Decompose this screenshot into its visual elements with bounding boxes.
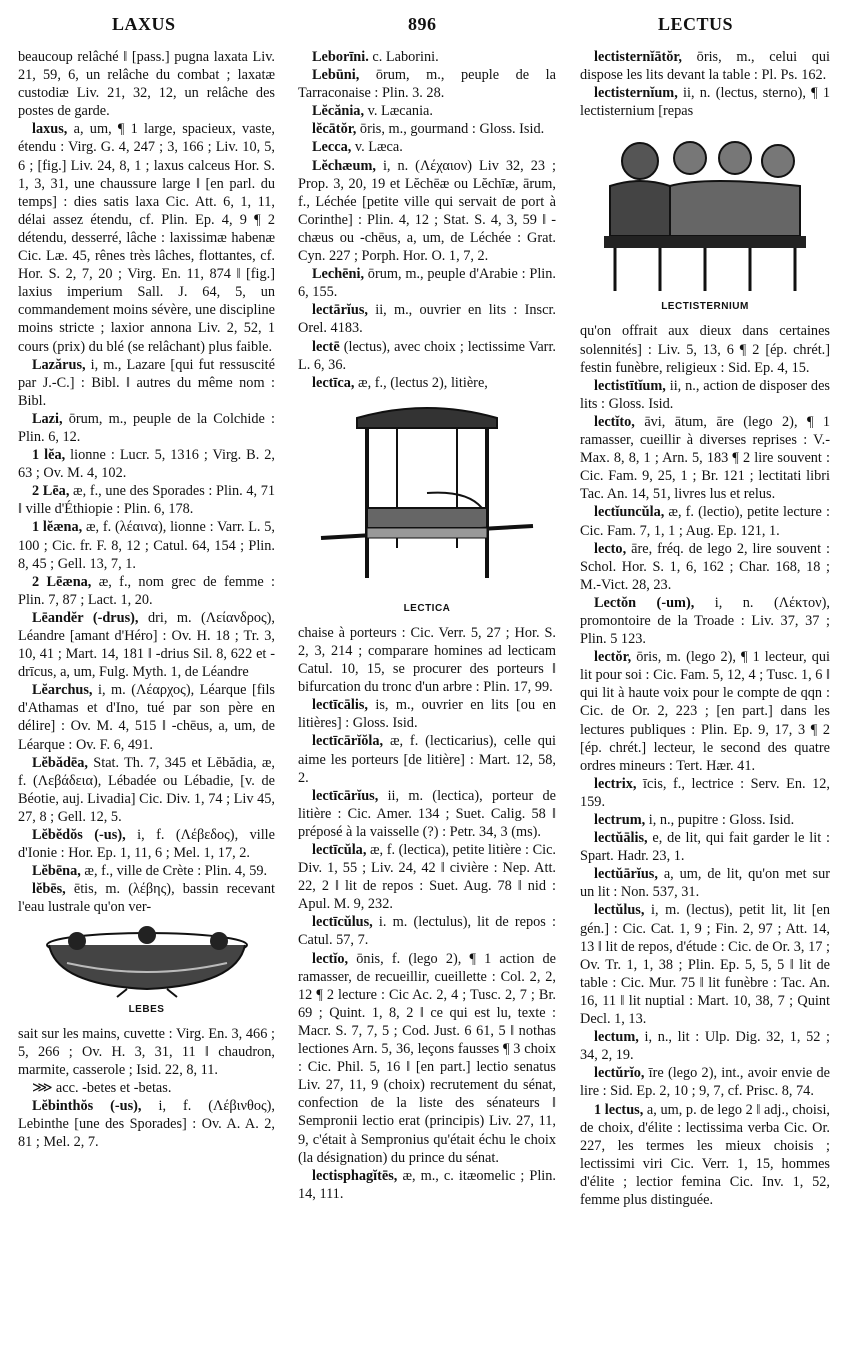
- entry-headword: 2 Lēæna,: [32, 573, 92, 590]
- entry-text: æ, f., une des Sporades : Plin. 4, 71 ‖ ville d'Éthiopie : Plin. 6, 178.: [18, 483, 275, 518]
- dictionary-entry: [580, 811, 830, 829]
- dictionary-entry: [18, 120, 275, 355]
- dictionary-entry: [298, 913, 556, 949]
- entry-headword: lĕcātŏr,: [312, 121, 357, 138]
- dictionary-entry: [18, 446, 275, 482]
- entry-headword: lectŭrĭo,: [594, 1065, 645, 1082]
- entry-text: ētis, m. (λέβης), bassin recevant l'eau lustrale qu'on ver-: [18, 881, 275, 916]
- entry-text: a, um, de lit, qu'on met sur un lit : Non. 537, 31.: [580, 866, 830, 901]
- entry-text: Stat. Th. 7, 345 et Lĕbădia, æ, f. (Λεβάδεια), Lébadée ou Lébadie, [v. de Béotie, auj. Livadia] Cic. Div. 1, 74 ; Liv 45, 27, 8 ; Gell. 12, 5.: [18, 754, 275, 825]
- dictionary-entry: [18, 482, 275, 518]
- caption-lectisternium: LECTISTERNIUM: [661, 301, 749, 313]
- dictionary-entry: [18, 880, 275, 916]
- entry-text: ii, n. (lectus, sterno), ¶ 1 lectisternium [repas: [580, 85, 830, 120]
- dictionary-entry: [18, 1025, 275, 1079]
- dictionary-entry: [18, 356, 275, 410]
- entry-headword: lĕbēs,: [32, 881, 66, 898]
- entry-text: i, n., pupitre : Gloss. Isid.: [645, 812, 795, 828]
- entry-headword: Lēandĕr (-drus),: [32, 609, 139, 626]
- entry-headword: Lazărus,: [32, 356, 86, 373]
- figure-lebes: [18, 923, 275, 1019]
- caption-lectica: LECTICA: [403, 602, 451, 614]
- entry-headword: lectīcŭla,: [312, 842, 367, 858]
- entry-text: lionne : Lucr. 5, 1316 ; Virg. B. 2, 63 ; Ov. M. 4, 102.: [18, 447, 275, 482]
- entry-headword: laxus,: [32, 121, 68, 138]
- entry-headword: lectĭo,: [312, 950, 349, 967]
- entry-text: i, m., Lazare [qui fut ressuscité par J.-C.] : Bibl. ‖ autres du même nom : Bibl.: [18, 356, 275, 409]
- entry-headword: lectum,: [594, 1029, 639, 1046]
- column-1-entries-top: [18, 48, 275, 917]
- entry-text: ōris, m., gourmand : Gloss. Isid.: [356, 121, 545, 138]
- entry-text: ii, n., action de disposer des lits : Gloss. Isid.: [580, 377, 830, 412]
- header-right-word: LECTUS: [658, 14, 734, 34]
- column-2: [298, 48, 556, 1348]
- entry-headword: Lectŏn (-um),: [594, 594, 695, 611]
- dictionary-entry: [298, 48, 556, 66]
- entry-text: āre, fréq. de lego 2, lire souvent : Schol. Hor. S. 1, 6, 162 ; Char. 168, 18 ; M.-Vict. 28, 23.: [580, 540, 830, 593]
- entry-text: a, um, p. de lego 2 ‖ adj., choisi, de choix, d'élite : lectissima verba Cic. Or. 227, les termes les mieux choisis ; lectissimi viri Cic. Verr. 1, 15, hommes d'élite ; lectior femina Cic. Inv. 1, 52, femme plus distinguée.: [580, 1101, 830, 1208]
- entry-headword: lectĭuncŭla,: [594, 504, 665, 521]
- dictionary-entry: [580, 1064, 830, 1100]
- page-number: 896: [408, 14, 437, 34]
- entry-headword: Lechēni,: [312, 266, 365, 283]
- entry-headword: lectīcārĭus,: [312, 787, 379, 804]
- dictionary-entry: [18, 573, 275, 609]
- entry-text: sait sur les mains, cuvette : Virg. En. 3, 466 ; 5, 266 ; Ov. H. 3, 31, 11 ‖ chaudron, marmite, casserole ; Isid. 22, 8, 11.: [18, 1025, 275, 1078]
- entry-text: īcis, f., lectrice : Serv. En. 12, 159.: [580, 775, 830, 810]
- entry-text: ōris, m. (lego 2), ¶ 1 lecteur, qui lit pour soi : Cic. Fam. 5, 12, 4 ; Tusc. 1, 6 ‖ qui lit à haute voix pour le compte de qqn : Cic. de Or. 2, 223 ; [en part.] dans les lectures publiques : Plin. Ep. 9, 17, 3 ¶ 2 [ép. chrét.] lecteur, le second des quatre ordres mineurs : Tert. Hær. 41.: [580, 649, 830, 774]
- entry-text: e, de lit, qui fait garder le lit : Spart. Hadr. 23, 1.: [580, 830, 830, 865]
- entry-text: i. m. (lectulus), lit de repos : Catul. 57, 7.: [298, 914, 556, 949]
- entry-headword: Lecca,: [312, 139, 352, 156]
- entry-text: ōrum, m., peuple d'Arabie : Plin. 6, 155.: [298, 266, 556, 301]
- dictionary-entry: [18, 518, 275, 572]
- dictionary-entry: [580, 865, 830, 901]
- entry-text: qu'on offrait aux dieux dans certaines solennités] : Liv. 5, 13, 6 ¶ 2 [ép. chrét.] festin funèbre, religieux : Sid. Ep. 4, 15.: [580, 323, 830, 376]
- entry-text: (lectus), avec choix ; lectissime Varr. L. 6, 36.: [298, 338, 556, 373]
- dictionary-entry: [298, 374, 556, 392]
- column-1-entries-bottom: [18, 1025, 275, 1152]
- entry-headword: Lĕbinthŏs (-us),: [32, 1097, 142, 1114]
- entry-text: ōrum, m., peuple de la Tarraconaise : Plin. 3. 28.: [298, 67, 556, 102]
- page-header: [0, 14, 846, 40]
- entry-headword: lectisternĭātŏr,: [594, 49, 683, 65]
- dictionary-entry: [298, 841, 556, 913]
- entry-text: æ, f., nom grec de femme : Plin. 7, 87 ; Lact. 1, 20.: [18, 573, 275, 608]
- dictionary-entry: [298, 338, 556, 374]
- column-1: [18, 48, 275, 1348]
- dictionary-entry: [580, 901, 830, 1028]
- entry-headword: lectisphagĭtēs,: [312, 1167, 398, 1184]
- entry-headword: Lĕarchus,: [32, 682, 93, 699]
- dictionary-entry: [580, 829, 830, 865]
- entry-headword: lectrix,: [594, 775, 637, 792]
- entry-text: æ, f. (λέαινα), lionne : Varr. L. 5, 100 ; Cic. fr. F. 8, 12 ; Catul. 64, 154 ; Plin. 8, 45 ; Gell. 13, 7, 1.: [18, 519, 275, 572]
- column-3: [580, 48, 830, 1348]
- entry-headword: lectē: [312, 338, 340, 355]
- entry-text: i, f. (Λέβινθος), Lebinthe [une des Sporades] : Ov. A. A. 2, 81 ; Mel. 2, 7.: [18, 1097, 275, 1151]
- dictionary-entry: [580, 648, 830, 775]
- entry-text: ōris, m., celui qui dispose les lits devant la table : Pl. Ps. 162.: [580, 49, 830, 84]
- entry-headword: lectrum,: [594, 812, 646, 828]
- dictionary-entry: [18, 1097, 275, 1151]
- dictionary-entry: [580, 84, 830, 120]
- dictionary-entry: [298, 66, 556, 102]
- entry-headword: lectĭto,: [594, 413, 635, 430]
- dictionary-entry: [580, 540, 830, 594]
- dictionary-entry: [580, 1028, 830, 1064]
- entry-headword: Lĕbēna,: [32, 863, 81, 880]
- dictionary-entry: [18, 826, 275, 862]
- entry-text: æ, m., c. itæomelic ; Plin. 14, 111.: [298, 1167, 556, 1202]
- entry-headword: lectīcārĭŏla,: [312, 733, 384, 750]
- entry-text: āvi, ātum, āre (lego 2), ¶ 1 ramasser, cueillir à diverses reprises : V.-Max. 8, 8, 1 ; Arn. 5, 183 ¶ 2 lire souvent : Cic. Fam. 9, 25, 1 ; Br. 121 ; lectitati libri Tac. An. 14, 51, livres lus et relus.: [580, 413, 830, 503]
- dictionary-entry: [18, 862, 275, 880]
- entry-text: i, m. (lectus), petit lit, lit [en gén.] : Cic. Cat. 1, 9 ; Fin. 2, 97 ; Att. 14, 13 ‖ lit de repos, d'étude : Cic. de Or. 3, 17 ; Ov. Tr. 1, 1, 38 ; Plin. Ep. 5, 5, 5 ‖ lit de table : Cic. Mur. 75 ‖ lit funèbre : Tac. An. 16, 11 ‖ lit nuptial : Mart. 10, 38, 7 ; Quint Decl. 1, 13.: [580, 902, 830, 1028]
- entry-text: i, n., lit : Ulp. Dig. 32, 1, 52 ; 34, 2, 19.: [580, 1029, 830, 1064]
- dictionary-entry: [580, 503, 830, 539]
- entry-headword: lectīcŭlus,: [312, 914, 373, 931]
- column-2-entries-bottom: [298, 624, 556, 1203]
- dictionary-entry: [580, 322, 830, 376]
- entry-text: beaucoup relâché ‖ [pass.] pugna laxata Liv. 21, 59, 6, un relâche du combat ; laxatæ custodiæ Liv. 21, 32, 12, un relâche des postes de garde.: [18, 49, 275, 120]
- entry-text: æ, f. (lectica), petite litière : Cic. Div. 1, 55 ; Liv. 24, 42 ‖ civière : Nep. Att. 22, 2 ‖ lit de repos : Suet. Aug. 78 ‖ nid : Apul. M. 9, 232.: [298, 842, 556, 913]
- entry-text: ōrum, m., peuple de la Colchide : Plin. 6, 12.: [18, 410, 275, 445]
- entry-text: æ, f., (lectus 2), litière,: [354, 374, 488, 391]
- entry-text: v. Læca.: [351, 139, 403, 156]
- entry-text: chaise à porteurs : Cic. Verr. 5, 27 ; Hor. S. 2, 3, 214 ; comparare homines ad lecticam Catul. 10, 15, se procurer des porteurs ‖ bifurcation du tronc d'un arbre : Plin. 17, 99.: [298, 624, 556, 696]
- dictionary-entry: [18, 609, 275, 681]
- dictionary-entry: [298, 787, 556, 841]
- entry-headword: lectisternĭum,: [594, 85, 678, 102]
- dictionary-entry: [18, 754, 275, 826]
- dictionary-entry: [18, 410, 275, 446]
- column-3-entries-bottom: [580, 322, 830, 1209]
- entry-headword: lectārĭus,: [312, 302, 368, 319]
- figure-lectica: [298, 398, 556, 618]
- entry-headword: Lĕbĕdŏs (-us),: [32, 827, 126, 844]
- entry-headword: lectīcālis,: [312, 697, 368, 714]
- entry-text: æ, f. (lectio), petite lecture : Cic. Fam. 7, 1, 1 ; Aug. Ep. 121, 1.: [580, 504, 830, 539]
- column-3-entries-top: [580, 48, 830, 120]
- entry-headword: lectīca,: [312, 374, 355, 391]
- dictionary-entry: [298, 120, 556, 138]
- entry-text: i, f. (Λέβεδος), ville d'Ionie : Hor. Ep. 1, 11, 6 ; Mel. 1, 17, 2.: [18, 827, 275, 862]
- entry-headword: 2 Lēa,: [32, 483, 70, 500]
- figure-lectisternium: [580, 126, 830, 316]
- entry-headword: 1 lectus,: [594, 1101, 644, 1118]
- entry-text: i, n. (Λέχαιον) Liv 32, 23 ; Prop. 3, 20, 19 et Lĕchēæ ou Lĕchīæ, ārum, f., Léchée [petite ville qui servait de port à Corinthe] : Plin. 4, 12 ; Stat. S. 4, 3, 59 ‖ -chæus ou -chēus, a, um, de Léchée : Grat. Cyn. 227 ; Porph. Hor. O. 1, 7, 2.: [298, 157, 556, 265]
- entry-headword: lectŭlus,: [594, 902, 645, 919]
- dictionary-entry: [580, 594, 830, 648]
- entry-headword: Lebūni,: [312, 67, 360, 84]
- dictionary-entry: [298, 301, 556, 337]
- dictionary-entry: [580, 413, 830, 503]
- dictionary-entry: [298, 624, 556, 696]
- entry-text: ⋙ acc. -betes et -betas.: [32, 1079, 172, 1096]
- entry-headword: Lĕcănia,: [312, 103, 365, 120]
- entry-headword: Lĕbădēa,: [32, 754, 89, 771]
- entry-headword: 1 lĕæna,: [32, 519, 83, 536]
- entry-headword: lectŭālis,: [594, 830, 648, 847]
- lectica-illustration: [317, 398, 537, 598]
- entry-headword: lectistītĭum,: [594, 377, 666, 394]
- entry-text: æ, f., ville de Crète : Plin. 4, 59.: [80, 863, 268, 880]
- header-left-word: LAXUS: [112, 14, 176, 34]
- dictionary-entry: [298, 696, 556, 732]
- dictionary-entry: [18, 48, 275, 120]
- entry-text: is, m., ouvrier en lits [ou en litières] : Gloss. Isid.: [298, 697, 556, 732]
- lebes-illustration: [37, 923, 257, 999]
- dictionary-entry: [580, 1101, 830, 1210]
- dictionary-entry: [298, 138, 556, 156]
- entry-text: a, um, ¶ 1 large, spacieux, vaste, étendu : Virg. G. 4, 247 ; 3, 166 ; Liv. 10, 5, 6 ; [fig.] Liv. 24, 8, 1 ; laxus calceus Hor. S. 1, 3, 31, une chaussure large ‖ [en parl. du temps] : dies satis laxa Cic. Att. 6, 1, 11, délai assez étendu, cf. Plin. Ep. 4, 9 ¶ 2 détendu, desserré, lâche : laxissimæ habenæ Cic. Læ. 45, rênes très lâches, flottantes, cf. Hor. S. 2, 7, 20 ; Virg. En. 11, 874 ‖ [fig.] laxius imperium Sall. J. 64, 5, un commandement moins sévère, une discipline moins stricte ; laxior annona Liv. 2, 52, 1 cours (prix) du blé (se relâchant) plus faible.: [18, 121, 275, 355]
- entry-headword: lectŭārĭus,: [594, 866, 658, 883]
- entry-headword: Lazi,: [32, 410, 63, 427]
- entry-headword: lectŏr,: [594, 649, 632, 666]
- dictionary-entry: [298, 950, 556, 1167]
- entry-text: ii, m., ouvrier en lits : Inscr. Orel. 4183.: [298, 302, 556, 337]
- entry-text: i, m. (Λέαρχος), Léarque [fils d'Athamas et d'Ino, tué par son père en délire] : Ov. M. 4, 515 ‖ -chēus, a, um, de Léarque : Ov. F. 6, 491.: [18, 682, 275, 753]
- dictionary-entry: [18, 681, 275, 753]
- entry-headword: 1 lĕa,: [32, 447, 66, 464]
- entry-text: dri, m. (Λείανδρος), Léandre [amant d'Héro] : Ov. H. 18 ; Tr. 3, 10, 41 ; Mart. 14, 181 ‖ -drius Sil. 8, 622 et -drīcus, a, um, Fulg. Myth. 1, de Léandre: [18, 609, 275, 681]
- entry-headword: lecto,: [594, 540, 627, 557]
- entry-headword: Lĕchæum,: [312, 157, 376, 174]
- dictionary-entry: [298, 157, 556, 266]
- dictionary-entry: [298, 102, 556, 120]
- lectisternium-illustration: [600, 126, 810, 296]
- dictionary-entry: [298, 265, 556, 301]
- dictionary-entry: [298, 732, 556, 786]
- caption-lebes: LEBES: [128, 1003, 165, 1015]
- entry-text: ii, m. (lectica), porteur de litière : Cic. Amer. 134 ; Suet. Calig. 58 ‖ préposé à la vaisselle (?) : Petr. 34, 3 (ms).: [298, 787, 556, 840]
- entry-text: i, n. (Λέκτον), promontoire de la Troade : Liv. 37, 37 ; Plin. 5 123.: [580, 594, 830, 648]
- entry-text: īre (lego 2), int., avoir envie de lire : Sid. Ep. 2, 10 ; 9, 7, cf. Prisc. 8, 74.: [580, 1065, 830, 1100]
- entry-text: ōnis, f. (lego 2), ¶ 1 action de ramasser, de recueillir, cueillette : Col. 2, 2, 12 ¶ 2 lecture : Cic Ac. 2, 4 ; Tusc. 2, 7 ; Br. 69 ; Quint. 1, 8, 2 ‖ ce qui est lu, texte : Macr. S. 7, 7, 5 ; Cod. Just. 6 61, 5 ‖ nothas lectiones Arn. 5, 36, leçons fausses ¶ 3 choix : Cic. Phil. 5, 16 ‖ [en part.] lectio senatus Liv. 27, 11, 9 (choix) recrutement du sénat, confection de la liste des sénateurs ‖ Sempronii lectio erat (principis) Liv. 27, 11, 9, c'était à Sempronius qu'était échu le choix (la désignation) du prince du sénat.: [298, 950, 556, 1166]
- entry-text: æ, f. (lecticarius), celle qui aime les porteurs [de litière] : Mart. 12, 58, 2.: [298, 733, 556, 786]
- entry-headword: Leborīni.: [312, 49, 369, 65]
- dictionary-entry: [580, 377, 830, 413]
- dictionary-entry: [18, 1079, 275, 1097]
- entry-text: c. Laborini.: [368, 49, 439, 65]
- dictionary-entry: [298, 1167, 556, 1203]
- column-2-entries-top: [298, 48, 556, 392]
- dictionary-entry: [580, 775, 830, 811]
- entry-text: v. Læcania.: [364, 103, 433, 120]
- dictionary-entry: [580, 48, 830, 84]
